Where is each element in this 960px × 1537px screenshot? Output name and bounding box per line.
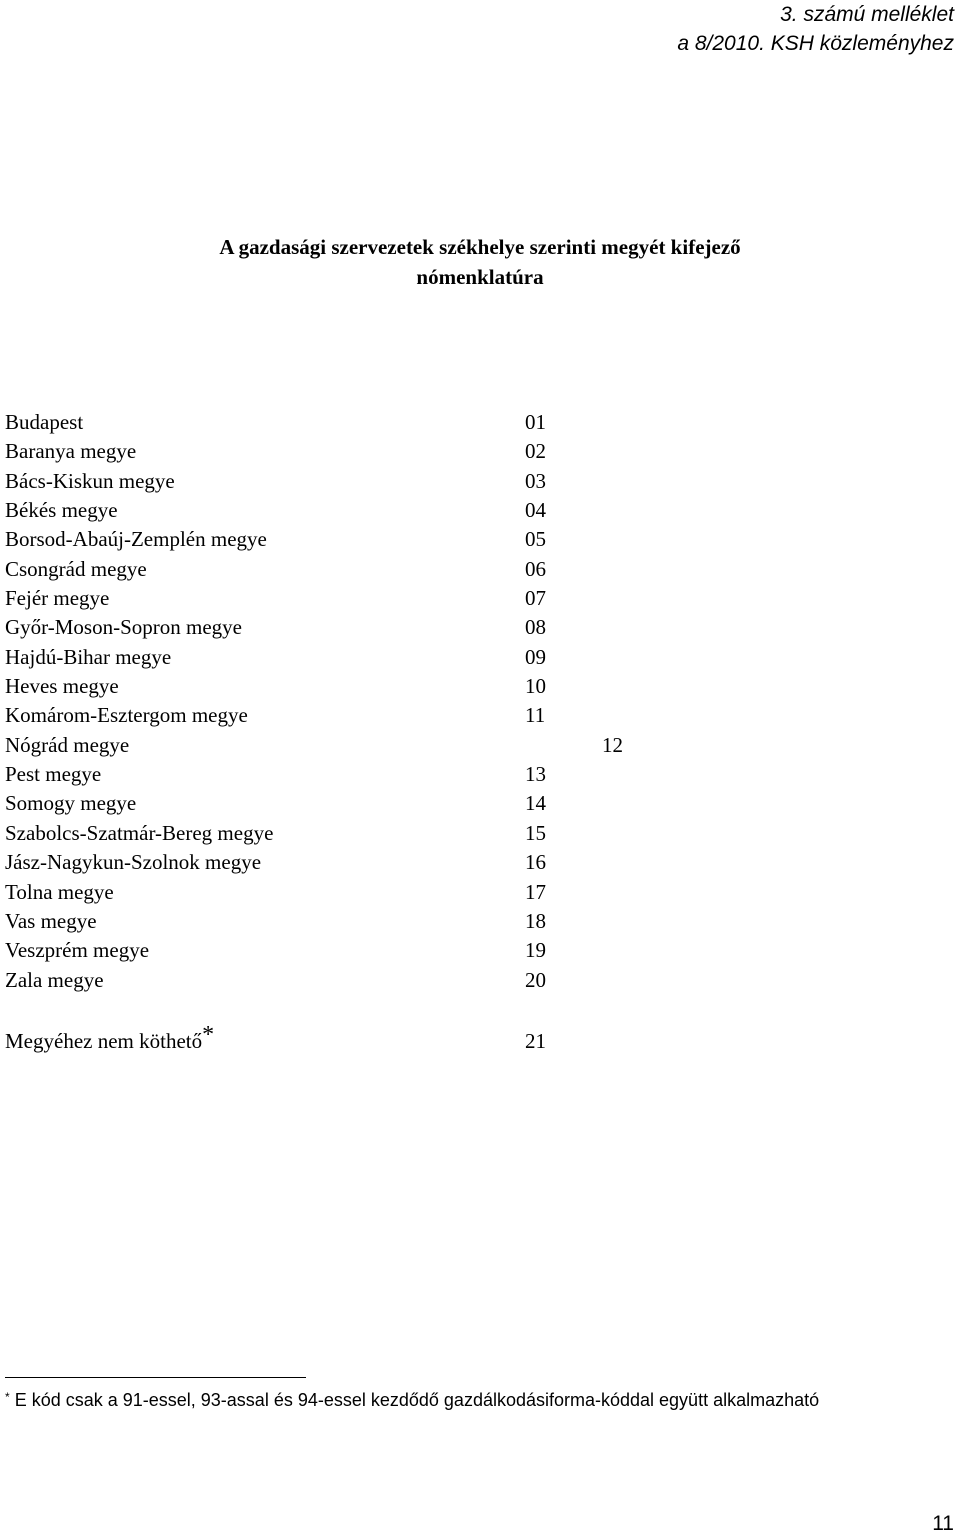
list-item [5, 408, 705, 437]
unassigned-county-code: 21 [525, 1029, 546, 1053]
county-name: Nógrád megye [5, 732, 130, 757]
county-code: 16 [525, 850, 546, 875]
county-name: Borsod-Abaúj-Zemplén megye [5, 527, 267, 552]
unassigned-county-label [5, 1022, 215, 1057]
county-code: 13 [525, 762, 546, 787]
county-code: 12 [602, 732, 623, 757]
list-item [5, 819, 705, 848]
county-code-list [5, 408, 705, 995]
list-item [5, 437, 705, 466]
county-name: Tolna megye [5, 879, 114, 904]
county-code: 19 [525, 938, 546, 963]
county-name: Jász-Nagykun-Szolnok megye [5, 850, 262, 875]
page-number: 11 [932, 1512, 954, 1535]
county-name: Zala megye [5, 967, 104, 992]
county-name: Budapest [5, 410, 84, 434]
county-name: Bács-Kiskun megye [5, 468, 175, 493]
county-code: 15 [525, 820, 546, 845]
list-item [5, 525, 705, 554]
list-item [5, 789, 705, 818]
county-code: 04 [525, 498, 546, 523]
county-name: Győr-Moson-Sopron megye [5, 615, 242, 640]
list-item [5, 643, 705, 672]
county-code: 02 [525, 439, 546, 464]
unassigned-county-name: Megyéhez nem köthető [5, 1029, 203, 1053]
county-name: Somogy megye [5, 791, 137, 816]
county-name: Csongrád megye [5, 556, 147, 581]
county-code: 18 [525, 908, 546, 933]
list-item [5, 878, 705, 907]
county-name: Békés megye [5, 498, 118, 523]
title-line-1: A gazdasági szervezetek székhelye szerinti megyét kifejező [219, 235, 741, 259]
county-name: Hajdú-Bihar megye [5, 644, 172, 669]
county-code: 07 [525, 586, 546, 611]
list-item [5, 731, 705, 760]
county-code: 09 [525, 644, 546, 669]
county-name: Pest megye [5, 762, 102, 787]
footnote-reference-mark: * [202, 1022, 215, 1048]
list-item [5, 584, 705, 613]
county-code: 05 [525, 527, 546, 552]
page-header [677, 0, 954, 58]
county-name: Fejér megye [5, 586, 110, 611]
county-code: 03 [525, 468, 546, 493]
list-item [5, 701, 705, 730]
list-item [5, 848, 705, 877]
county-name: Vas megye [5, 908, 97, 933]
county-code: 17 [525, 879, 546, 904]
county-name: Komárom-Esztergom megye [5, 703, 248, 728]
county-code: 06 [525, 556, 546, 581]
list-item [5, 966, 705, 995]
header-annex-label: 3. számú melléklet [780, 3, 954, 26]
county-name: Baranya megye [5, 439, 137, 464]
county-name: Veszprém megye [5, 938, 150, 963]
document-title [0, 232, 960, 292]
footnote-separator [5, 1377, 306, 1378]
list-item [5, 496, 705, 525]
county-code: 14 [525, 791, 546, 816]
unassigned-county-row [5, 1022, 705, 1057]
county-code: 10 [525, 674, 546, 699]
county-code: 20 [525, 967, 546, 992]
list-item [5, 613, 705, 642]
list-item [5, 672, 705, 701]
list-item [5, 936, 705, 965]
list-item [5, 467, 705, 496]
county-code: 11 [525, 703, 546, 728]
county-code: 08 [525, 615, 546, 640]
county-code: 01 [525, 410, 546, 434]
county-name: Heves megye [5, 674, 119, 699]
header-reference: a 8/2010. KSH közleményhez [677, 32, 954, 55]
footnote-text: E kód csak a 91-essel, 93-assal és 94-essel kezdődő gazdálkodásiforma-kóddal együtt alkalmazható [14, 1390, 820, 1410]
county-name: Szabolcs-Szatmár-Bereg megye [5, 820, 274, 845]
title-line-2: nómenklatúra [416, 265, 544, 289]
footnote-mark: * [5, 1390, 10, 1404]
list-item [5, 907, 705, 936]
list-item [5, 555, 705, 584]
list-item [5, 760, 705, 789]
footnote [5, 1388, 905, 1414]
